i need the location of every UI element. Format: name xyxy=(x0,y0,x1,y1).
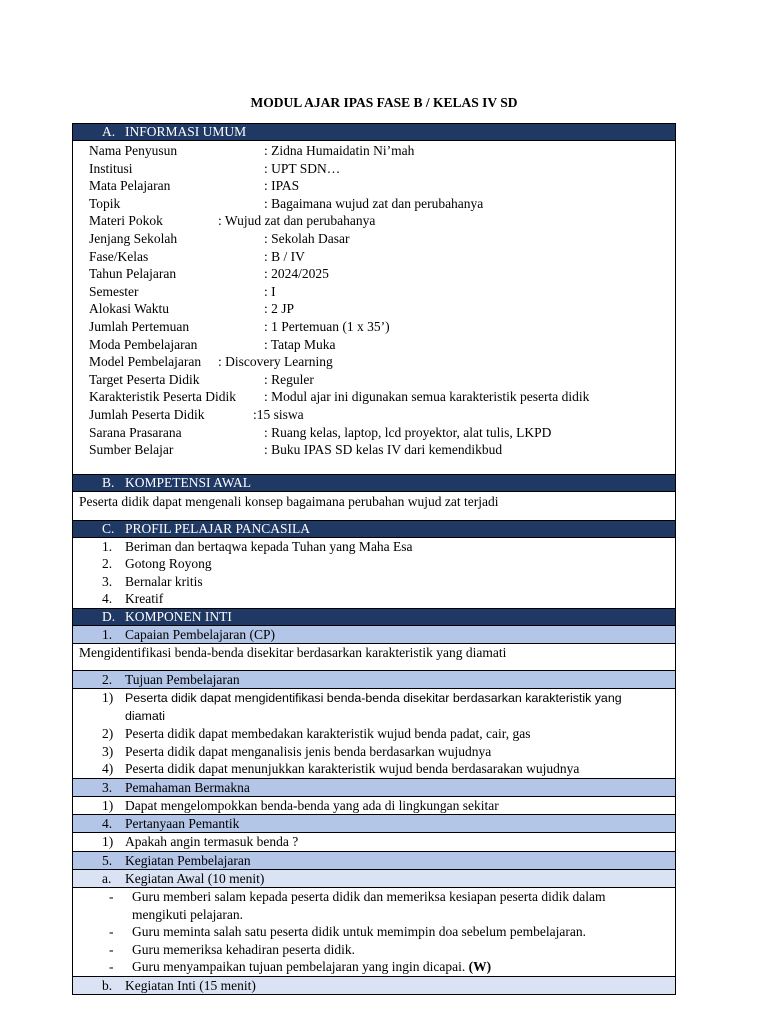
info-row xyxy=(73,424,675,442)
subsection-number: a. xyxy=(102,871,112,887)
item-number: 2. xyxy=(102,556,113,572)
info-row xyxy=(73,195,675,213)
info-label: Model Pembelajaran xyxy=(89,354,202,370)
section-number: C. xyxy=(102,520,115,536)
info-label: Target Peserta Didik xyxy=(89,371,200,387)
item-bullet: - xyxy=(109,924,114,940)
section-label: KOMPETENSI AWAL xyxy=(125,474,252,490)
section-header-komponen-inti xyxy=(73,608,675,626)
info-label: Materi Pokok xyxy=(89,213,163,229)
subsection-header-cp xyxy=(73,626,675,644)
list-item xyxy=(73,573,675,591)
info-row xyxy=(73,406,675,424)
item-text: Dapat mengelompokkan benda-benda yang ada di lingkungan sekitar xyxy=(125,797,499,813)
list-item xyxy=(73,760,675,778)
info-row xyxy=(73,265,675,283)
list-item xyxy=(73,797,675,815)
item-text: Kreatif xyxy=(125,591,164,607)
info-value: : UPT SDN… xyxy=(264,160,341,176)
info-label: Moda Pembelajaran xyxy=(89,336,198,352)
subsection-number: 1. xyxy=(102,627,113,643)
item-number: 1) xyxy=(102,834,114,850)
subsection-label: Pertanyaan Pemantik xyxy=(125,816,240,832)
info-row xyxy=(73,353,675,371)
info-value: : Modul ajar ini digunakan semua karakteristik peserta didik xyxy=(264,389,590,405)
info-value: : 2024/2025 xyxy=(264,266,329,282)
list-item xyxy=(73,590,675,608)
profil-list xyxy=(73,538,675,608)
tujuan-list xyxy=(73,689,675,778)
section-label: PROFIL PELAJAR PANCASILA xyxy=(125,520,311,536)
section-header-kompetensi-awal xyxy=(73,474,675,492)
subsection-header-kegiatan-inti xyxy=(73,976,675,995)
info-row xyxy=(73,336,675,354)
info-label: Karakteristik Peserta Didik xyxy=(89,389,236,405)
subsection-label: Kegiatan Inti (15 menit) xyxy=(125,978,256,993)
info-label: Nama Penyusun xyxy=(89,143,178,158)
item-number: 4) xyxy=(102,761,114,777)
list-item xyxy=(73,833,675,851)
subsection-number: 2. xyxy=(102,672,113,688)
subsection-label: Tujuan Pembelajaran xyxy=(125,672,240,688)
section-number: B. xyxy=(102,474,115,490)
info-row xyxy=(73,212,675,230)
info-row xyxy=(73,371,675,389)
info-label: Jumlah Pertemuan xyxy=(89,318,190,334)
list-item xyxy=(73,888,675,923)
list-item xyxy=(73,743,675,761)
kompetensi-awal-text: Peserta didik dapat mengenali konsep bagaimana perubahan wujud zat terjadi xyxy=(79,493,499,509)
info-label: Alokasi Waktu xyxy=(89,301,170,317)
subsection-number: 3. xyxy=(102,779,113,795)
info-label: Topik xyxy=(89,195,121,211)
module-table xyxy=(72,123,676,995)
list-item xyxy=(73,689,675,725)
item-text: Guru memberi salam kepada peserta didik dan memeriksa kesiapan peserta didik dalam mengikuti pelajaran. xyxy=(132,889,606,922)
item-text: Guru memeriksa kehadiran peserta didik. xyxy=(132,941,356,957)
info-row xyxy=(73,388,675,406)
item-number: 3. xyxy=(102,573,113,589)
item-text: Apakah angin termasuk benda ? xyxy=(125,834,299,850)
item-text: Peserta didik dapat menunjukkan karakteristik wujud benda berdasarakan wujudnya xyxy=(125,761,580,777)
info-value: : B / IV xyxy=(264,248,305,264)
info-value: : I xyxy=(264,283,276,299)
list-item xyxy=(73,958,675,976)
subsection-header-kegiatan xyxy=(73,851,675,870)
item-number: 3) xyxy=(102,743,114,759)
info-value: : Zidna Humaidatin Ni’mah xyxy=(264,143,415,158)
info-value: : Tatap Muka xyxy=(264,336,336,352)
section-header-profil-pelajar xyxy=(73,520,675,538)
info-label: Fase/Kelas xyxy=(89,248,149,264)
info-value: : Wujud zat dan perubahanya xyxy=(218,213,376,229)
subsection-label: Kegiatan Awal (10 menit) xyxy=(125,871,265,887)
section-number: D. xyxy=(102,609,116,625)
item-text: Gotong Royong xyxy=(125,556,212,572)
list-item xyxy=(73,725,675,743)
kegiatan-awal-list xyxy=(73,888,675,976)
info-row xyxy=(73,177,675,195)
section-label: KOMPONEN INTI xyxy=(125,609,232,625)
info-value: : Ruang kelas, laptop, lcd proyektor, alat tulis, LKPD xyxy=(264,424,552,440)
info-row xyxy=(73,230,675,248)
info-row xyxy=(73,300,675,318)
item-tag: (W) xyxy=(468,959,492,975)
cp-text: Mengidentifikasi benda-benda disekitar berdasarkan karakteristik yang diamati xyxy=(79,645,507,661)
subsection-header-pertanyaan xyxy=(73,814,675,833)
info-row xyxy=(73,142,675,160)
info-value: : Buku IPAS SD kelas IV dari kemendikbud xyxy=(264,442,503,458)
info-row xyxy=(73,160,675,178)
list-item xyxy=(73,555,675,573)
item-number: 1. xyxy=(102,538,113,554)
subsection-number: 4. xyxy=(102,816,113,832)
item-bullet: - xyxy=(109,941,114,957)
item-number: 1) xyxy=(102,797,114,813)
info-label: Mata Pelajaran xyxy=(89,178,171,194)
item-bullet: - xyxy=(109,959,114,975)
subsection-header-kegiatan-awal xyxy=(73,870,675,888)
subsection-header-tujuan xyxy=(73,670,675,689)
section-header-informasi-umum xyxy=(73,123,675,141)
section-number: A. xyxy=(102,124,116,139)
subsection-header-pemahaman xyxy=(73,778,675,797)
info-label: Semester xyxy=(89,283,139,299)
info-value: : Bagaimana wujud zat dan perubahanya xyxy=(264,195,484,211)
list-item xyxy=(73,923,675,941)
info-value: : 1 Pertemuan (1 x 35’) xyxy=(264,318,390,334)
item-bullet: - xyxy=(109,889,114,905)
info-list xyxy=(73,141,675,474)
list-item xyxy=(73,538,675,556)
info-label: Institusi xyxy=(89,160,133,176)
info-value: : Discovery Learning xyxy=(218,354,333,370)
info-label: Tahun Pelajaran xyxy=(89,266,177,282)
item-text: Peserta didik dapat mengidentifikasi benda-benda disekitar berdasarkan karakteristik yang diamati xyxy=(125,691,622,724)
item-text: Peserta didik dapat membedakan karakteristik wujud benda padat, cair, gas xyxy=(125,726,531,742)
info-row xyxy=(73,248,675,266)
info-row xyxy=(73,283,675,301)
subsection-label: Pemahaman Bermakna xyxy=(125,779,250,795)
list-item xyxy=(73,941,675,959)
item-number: 4. xyxy=(102,591,113,607)
item-text: Guru meminta salah satu peserta didik untuk memimpin doa sebelum pembelajaran. xyxy=(132,924,587,940)
subsection-label: Capaian Pembelajaran (CP) xyxy=(125,627,275,643)
section-label: INFORMASI UMUM xyxy=(125,124,247,139)
item-number: 1) xyxy=(102,690,114,706)
item-text: Peserta didik dapat menganalisis jenis benda berdasarkan wujudnya xyxy=(125,743,492,759)
item-text: Guru menyampaikan tujuan pembelajaran yang ingin dicapai. xyxy=(132,959,466,975)
info-row xyxy=(73,441,675,459)
item-text: Bernalar kritis xyxy=(125,573,203,589)
subsection-number: 5. xyxy=(102,853,113,869)
info-label: Jumlah Peserta Didik xyxy=(89,406,205,422)
info-value: : 2 JP xyxy=(264,301,295,317)
info-label: Sumber Belajar xyxy=(89,442,174,458)
item-text: Beriman dan bertaqwa kepada Tuhan yang Maha Esa xyxy=(125,538,413,554)
info-value: : Reguler xyxy=(264,371,314,387)
info-label: Jenjang Sekolah xyxy=(89,230,178,246)
item-number: 2) xyxy=(102,726,114,742)
document-title: MODUL AJAR IPAS FASE B / KELAS IV SD xyxy=(250,95,518,110)
info-row xyxy=(73,318,675,336)
info-value: : Sekolah Dasar xyxy=(264,230,350,246)
info-value: :15 siswa xyxy=(253,406,304,422)
subsection-number: b. xyxy=(102,978,113,993)
info-label: Sarana Prasarana xyxy=(89,424,182,440)
info-value: : IPAS xyxy=(264,178,300,194)
subsection-label: Kegiatan Pembelajaran xyxy=(125,853,251,869)
